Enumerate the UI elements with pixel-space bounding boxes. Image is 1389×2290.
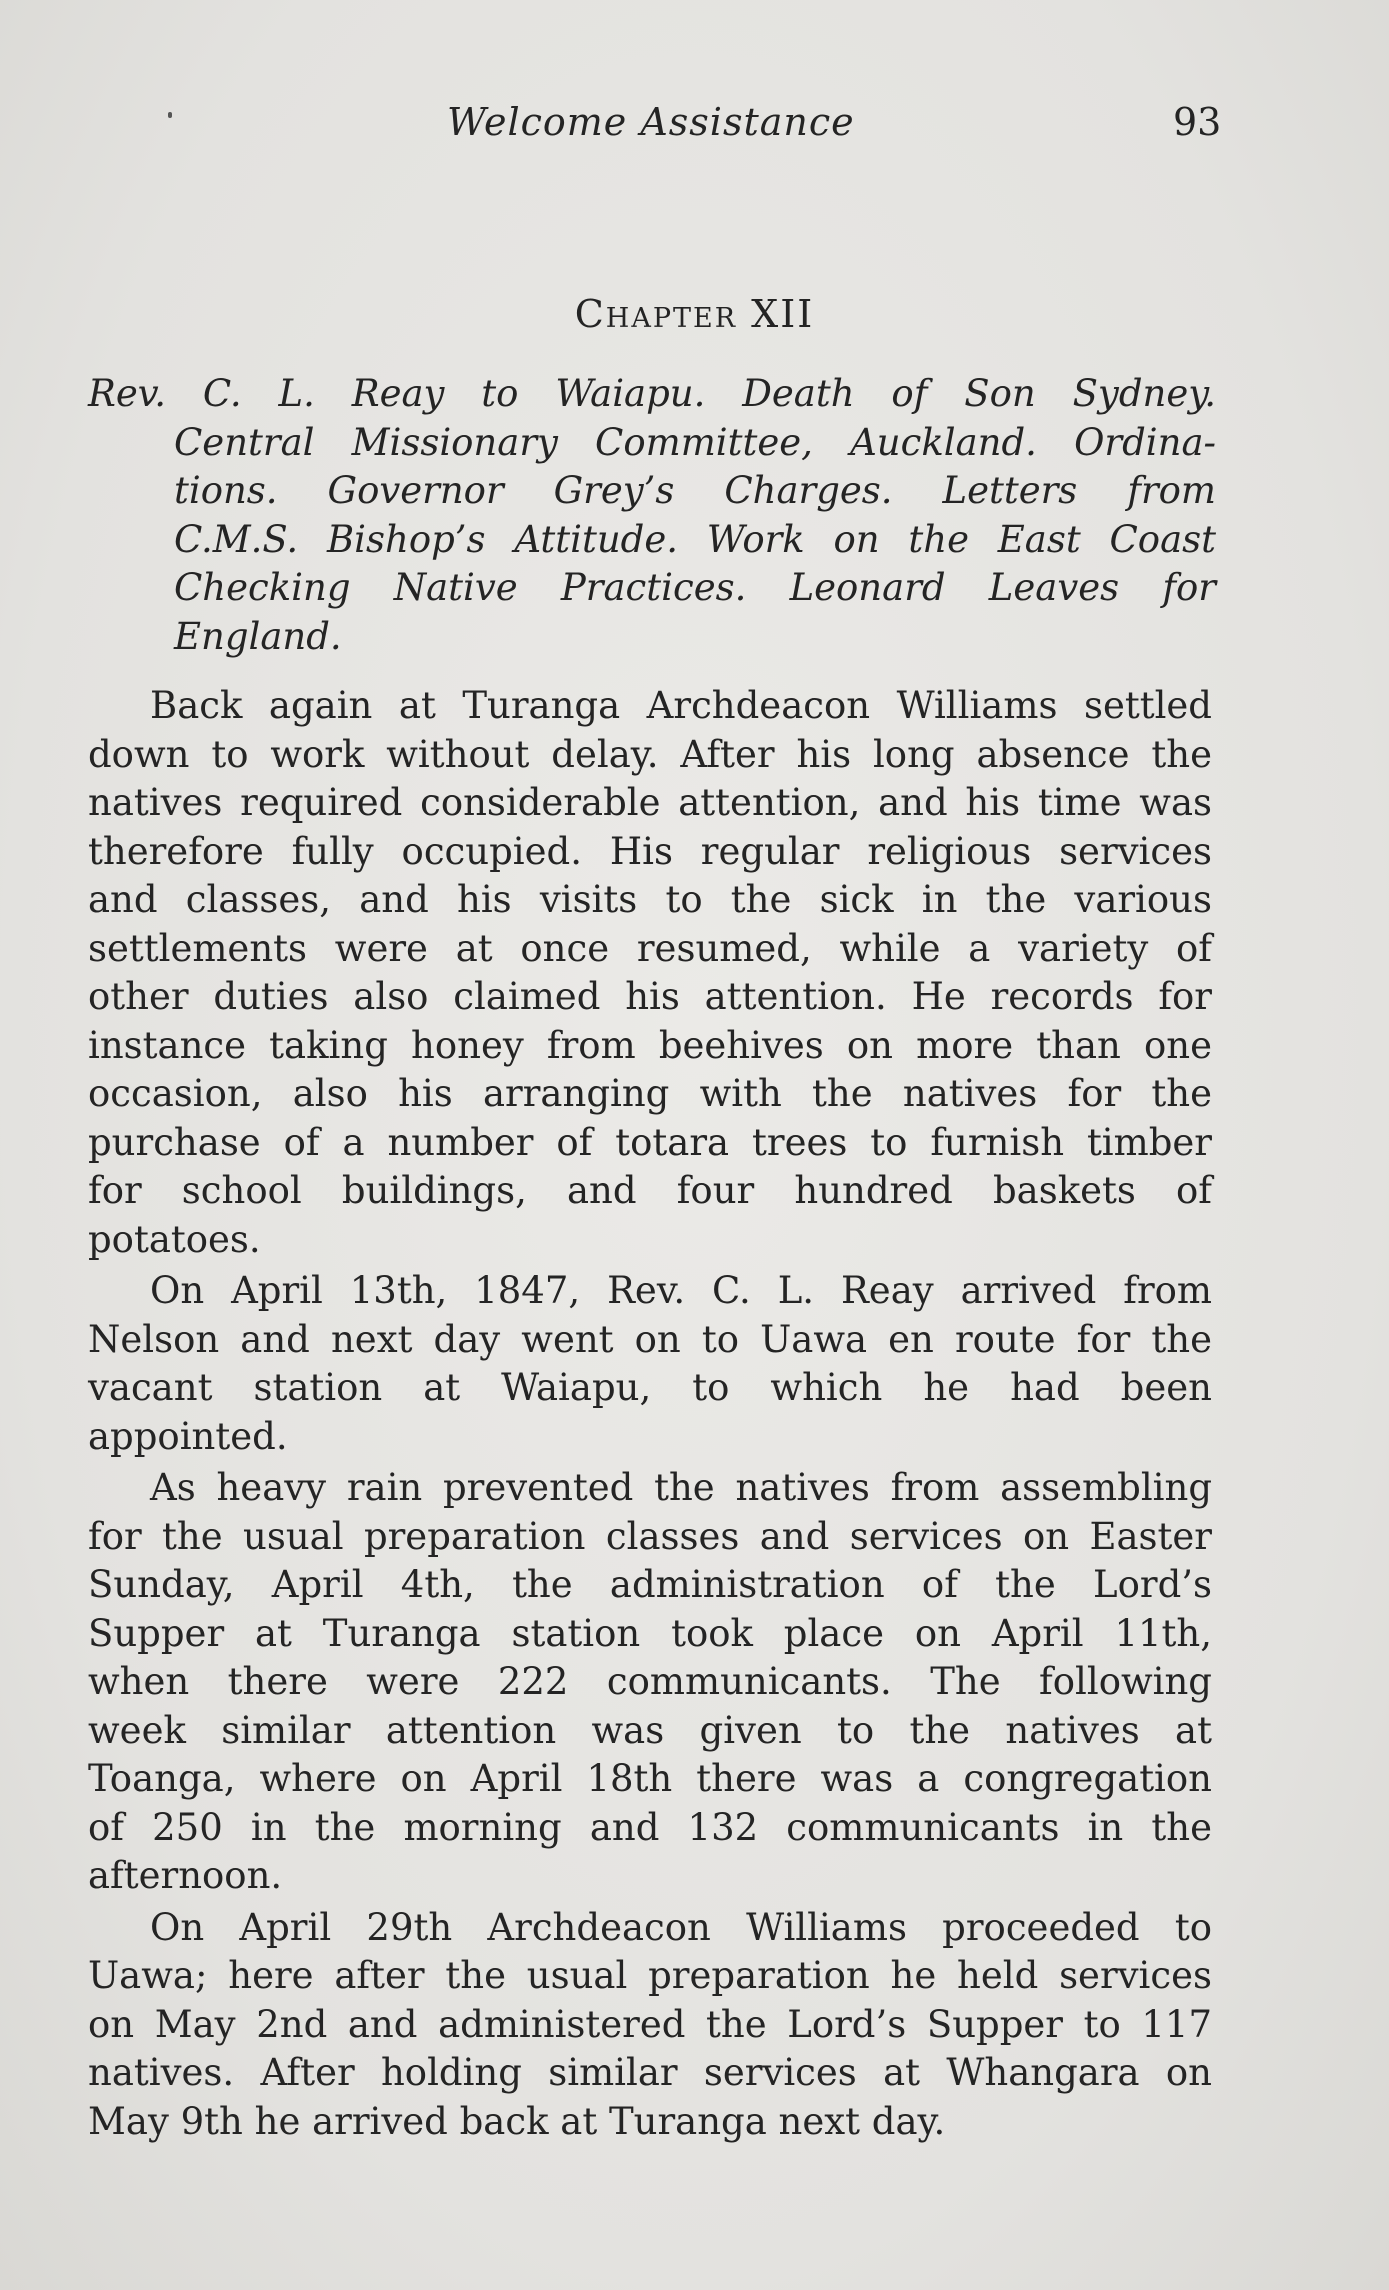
text-line: afternoon. bbox=[88, 1854, 283, 1897]
chapter-label: Chapter bbox=[574, 292, 738, 336]
text-line: on May 2nd and administered the Lord’s Supper to 117 bbox=[88, 2002, 1212, 2046]
text-line: natives. After holding similar services at Whangara on bbox=[88, 2051, 1212, 2094]
chapter-heading bbox=[0, 292, 1389, 336]
text-line: Nelson and next day went on to Uawa en route for the bbox=[88, 1317, 1212, 1361]
text-line: settlements were at once resumed, while a variety of bbox=[88, 926, 1212, 970]
text-line: week similar attention was given to the natives at bbox=[88, 1708, 1212, 1752]
synopsis-line: C.M.S. Bishop’s Attitude. Work on the East Coast bbox=[174, 517, 1216, 561]
text-line: occasion, also his arranging with the natives for the bbox=[88, 1072, 1212, 1115]
text-line: Uawa; here after the usual preparation he held services bbox=[88, 1954, 1212, 1997]
text-line: Back again at Turanga Archdeacon Williams settled bbox=[150, 684, 1212, 727]
synopsis-line: Rev. C. L. Reay to Waiapu. Death of Son Sydney. bbox=[88, 372, 1216, 415]
text-line: vacant station at Waiapu, to which he had been bbox=[88, 1366, 1212, 1409]
page-number: 93 bbox=[1173, 100, 1222, 144]
text-line: As heavy rain prevented the natives from assembling bbox=[150, 1466, 1212, 1509]
text-line: down to work without delay. After his long absence the bbox=[88, 732, 1212, 776]
paragraph bbox=[88, 682, 1212, 1264]
text-line: therefore fully occupied. His regular religious services bbox=[88, 829, 1212, 873]
chapter-number: XII bbox=[751, 292, 815, 336]
text-line: natives required considerable attention, and his time was bbox=[88, 781, 1212, 824]
paragraph bbox=[88, 1464, 1212, 1901]
text-line: On April 29th Archdeacon Williams proceeded to bbox=[150, 1905, 1212, 1949]
text-line: for school buildings, and four hundred baskets of bbox=[88, 1169, 1212, 1212]
text-line: purchase of a number of totara trees to furnish timber bbox=[88, 1120, 1212, 1164]
synopsis-line: Checking Native Practices. Leonard Leaves for bbox=[174, 566, 1216, 610]
text-line: On April 13th, 1847, Rev. C. L. Reay arrived from bbox=[150, 1269, 1212, 1312]
text-line: Toanga, where on April 18th there was a congregation bbox=[88, 1757, 1212, 1800]
text-line: and classes, and his visits to the sick in the various bbox=[88, 878, 1212, 921]
synopsis-line: tions. Governor Grey’s Charges. Letters from bbox=[174, 469, 1216, 513]
paragraph bbox=[88, 1267, 1212, 1461]
text-line: Sunday, April 4th, the administration of the Lord’s bbox=[88, 1563, 1212, 1606]
running-header bbox=[0, 100, 1389, 160]
text-line: May 9th he arrived back at Turanga next day. bbox=[88, 2099, 946, 2143]
paragraph bbox=[88, 1904, 1212, 2147]
running-title: Welcome Assistance bbox=[447, 100, 855, 144]
synopsis-line: Central Missionary Committee, Auckland. Ordina- bbox=[174, 420, 1216, 464]
chapter-synopsis bbox=[88, 370, 1216, 662]
text-line: when there were 222 communicants. The following bbox=[88, 1660, 1212, 1703]
text-line: instance taking honey from beehives on more than one bbox=[88, 1023, 1212, 1067]
text-line: potatoes. bbox=[88, 1217, 261, 1261]
text-line: appointed. bbox=[88, 1414, 288, 1458]
text-line: of 250 in the morning and 132 communicants in the bbox=[88, 1805, 1212, 1849]
text-line: for the usual preparation classes and services on Easter bbox=[88, 1514, 1212, 1558]
text-line: other duties also claimed his attention. He records for bbox=[88, 975, 1212, 1018]
body-text bbox=[88, 682, 1212, 2149]
synopsis-line: England. bbox=[174, 614, 342, 658]
text-line: Supper at Turanga station took place on April 11th, bbox=[88, 1611, 1212, 1655]
